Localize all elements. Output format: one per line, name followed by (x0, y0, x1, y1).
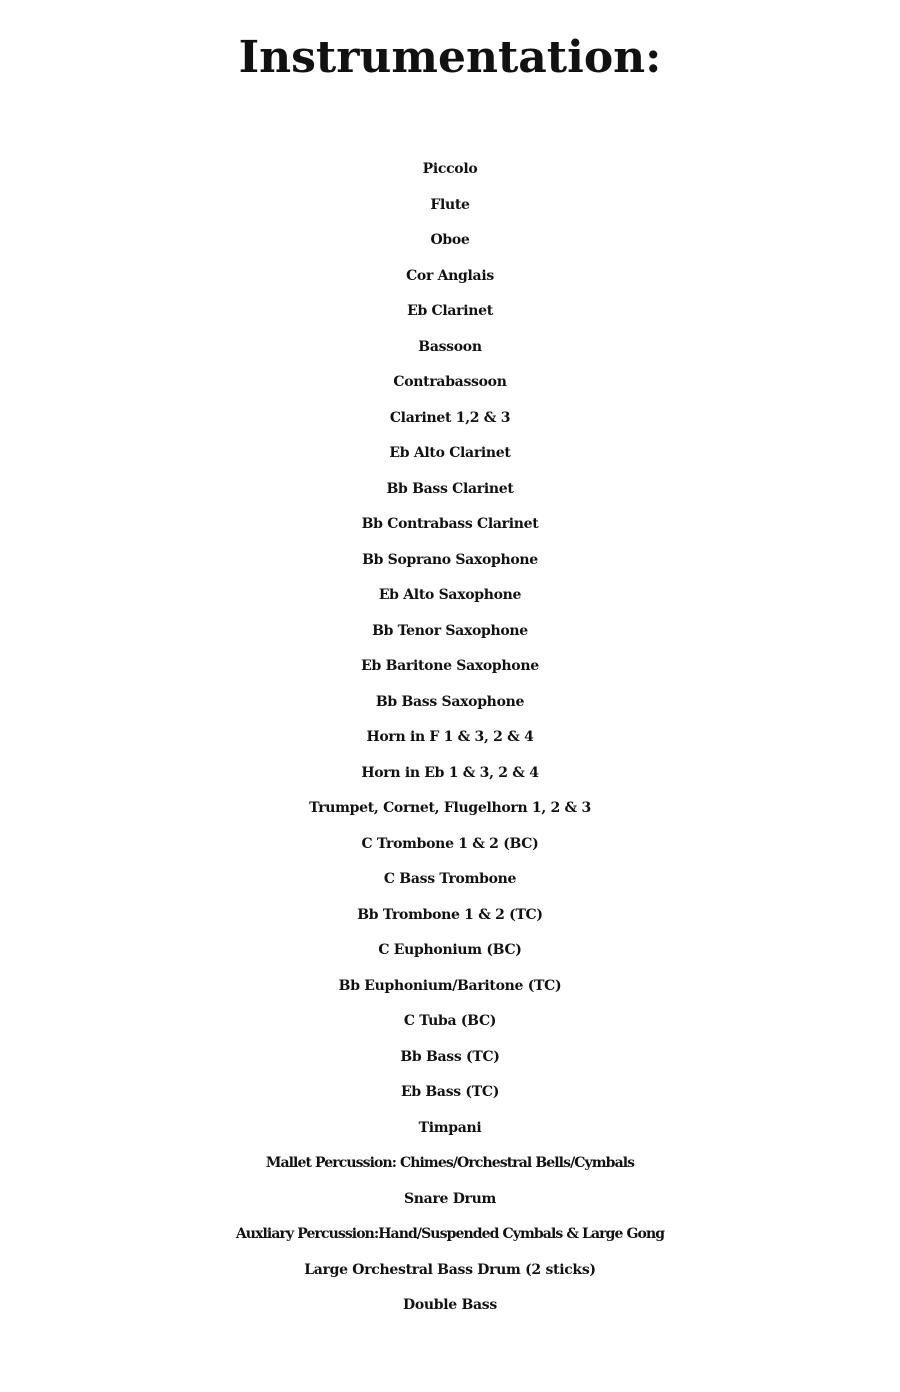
instrument-item: Bb Euphonium/Baritone (TC) (338, 977, 562, 994)
instrument-item: Piccolo (422, 161, 478, 177)
instrument-item: Clarinet 1,2 & 3 (389, 409, 511, 426)
instrument-item: C Euphonium (BC) (378, 942, 522, 958)
instrument-item: Cor Anglais (406, 267, 494, 284)
page-title: Instrumentation: (238, 32, 662, 83)
instrument-item: C Trombone 1 & 2 (BC) (361, 835, 539, 852)
instrument-item: Horn in F 1 & 3, 2 & 4 (366, 729, 534, 745)
instrument-item: Horn in Eb 1 & 3, 2 & 4 (361, 764, 539, 781)
instrument-item: Snare Drum (403, 1190, 497, 1207)
instrument-item: Bb Soprano Saxophone (362, 551, 538, 568)
instrument-item: Bassoon (418, 338, 482, 355)
instrument-item: Bb Contrabass Clarinet (361, 516, 539, 532)
instrument-item: Eb Baritone Saxophone (361, 658, 539, 674)
instrument-item: Eb Clarinet (407, 303, 493, 319)
instrument-item: Large Orchestral Bass Drum (2 sticks) (304, 1261, 596, 1278)
instrument-list (0, 152, 900, 1324)
instrument-item: Auxliary Percussion:Hand/Suspended Cymbals & Large Gong (235, 1226, 665, 1242)
instrument-item: Bb Bass Saxophone (375, 693, 525, 710)
instrument-item: Mallet Percussion: Chimes/Orchestral Bells/Cymbals (265, 1155, 635, 1171)
instrument-item: Contrabassoon (393, 374, 507, 390)
instrument-item: Timpani (418, 1119, 482, 1136)
instrument-item: Trumpet, Cornet, Flugelhorn 1, 2 & 3 (309, 800, 591, 816)
instrument-item: Bb Trombone 1 & 2 (TC) (357, 906, 543, 923)
instrument-item: Oboe (430, 232, 470, 248)
instrument-item: Eb Alto Saxophone (378, 587, 522, 603)
instrument-item: Bb Tenor Saxophone (372, 622, 528, 639)
instrument-item: Double Bass (403, 1297, 497, 1313)
instrument-item: C Tuba (BC) (403, 1013, 497, 1029)
instrument-item: Bb Bass Clarinet (386, 480, 514, 497)
instrument-item: C Bass Trombone (383, 871, 517, 887)
instrument-item: Eb Alto Clarinet (389, 445, 511, 461)
instrument-item: Flute (430, 196, 470, 213)
instrument-item: Bb Bass (TC) (400, 1048, 500, 1065)
instrument-item: Eb Bass (TC) (400, 1084, 500, 1100)
